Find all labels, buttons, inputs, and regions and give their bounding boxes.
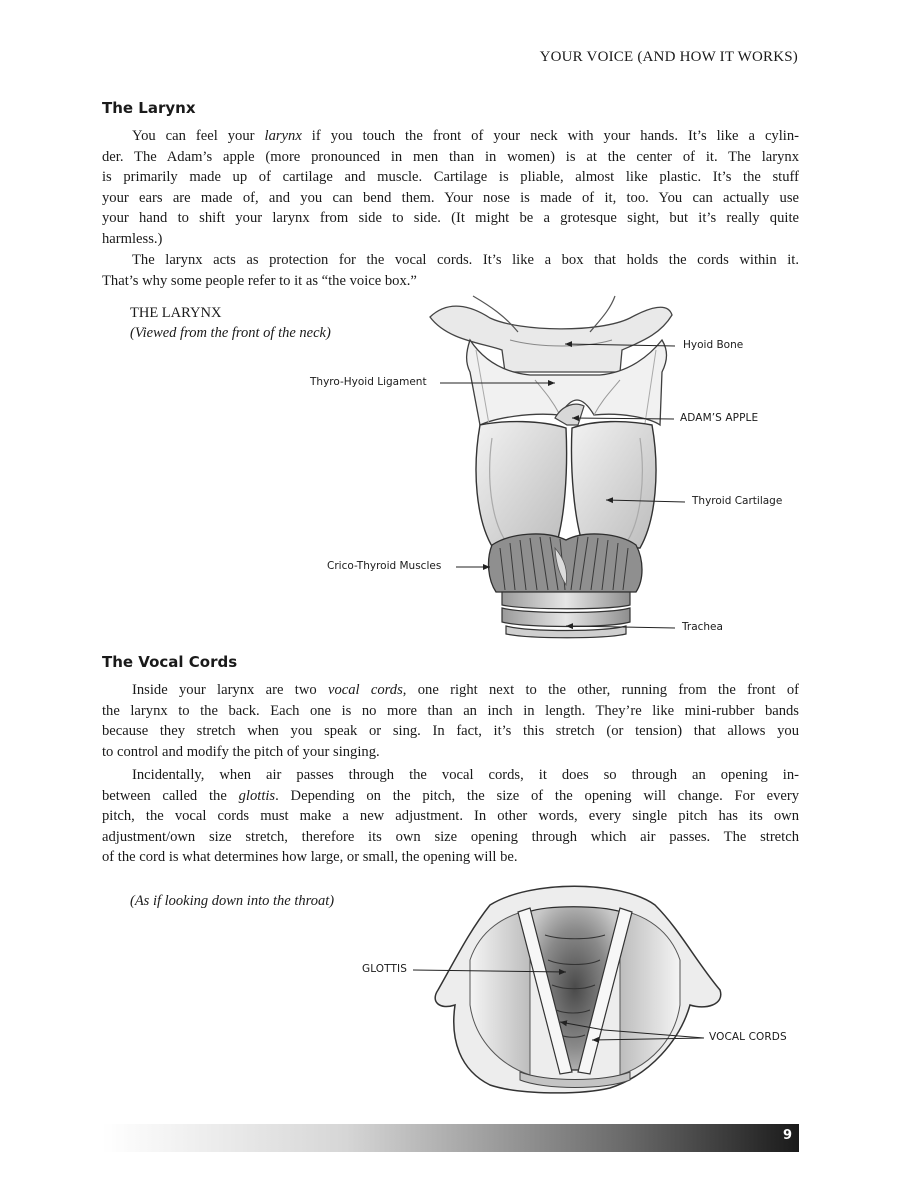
text-line: Incidentally, when air passes through the vocal cords, it does so through an opening in-: [132, 767, 799, 783]
label-hyoid-bone: Hyoid Bone: [683, 339, 744, 351]
label-crico-thyroid-muscles: Crico-Thyroid Muscles: [327, 560, 442, 572]
label-adams-apple: ADAM’S APPLE: [680, 412, 759, 424]
text-run: . Depending on the pitch, the size of the opening will change. For every: [275, 787, 800, 804]
section-heading-larynx: The Larynx: [102, 99, 196, 117]
text-line: to control and modify the pitch of your singing.: [102, 743, 380, 760]
text-run: You can feel your: [132, 128, 265, 144]
text-line: adjustment/own size stretch, therefore its own size opening through which air passes. The stretch: [102, 828, 799, 845]
text-line: is primarily made up of cartilage and muscle. Cartilage is pliable, almost like plastic. It’s the stuff: [102, 169, 799, 186]
figure-larynx-title: THE LARYNX: [130, 305, 222, 321]
text-line: harmless.): [102, 230, 163, 247]
figure-larynx-subtitle-text: (Viewed from the front of the neck): [130, 325, 331, 341]
text-line: der. The Adam’s apple (more pronounced in men than in women) is at the center of it. The larynx: [102, 148, 799, 165]
figure-throat-caption-text: (As if looking down into the throat): [130, 893, 335, 909]
text-line: The larynx acts as protection for the vocal cords. It’s like a box that holds the cords within it.: [132, 252, 799, 268]
text-line: That’s why some people refer to it as “the voice box.”: [102, 272, 417, 289]
throat-opening-shape: [435, 886, 721, 1093]
text-line: of the cord is what determines how large, or small, the opening will be.: [102, 849, 518, 866]
text-run: between called the: [102, 787, 239, 804]
running-head: YOUR VOICE (AND HOW IT WORKS): [539, 49, 798, 65]
label-vocal-cords: VOCAL CORDS: [709, 1031, 787, 1043]
text-run: Inside your larynx are two: [132, 682, 328, 698]
emphasis-term: glottis: [238, 787, 276, 804]
label-thyroid-cartilage: Thyroid Cartilage: [692, 495, 783, 507]
label-glottis: GLOTTIS: [362, 963, 407, 975]
section-heading-vocal-cords: The Vocal Cords: [102, 653, 238, 671]
emphasis-term: larynx: [264, 128, 302, 144]
text-line: your ears are made of, and you can bend them. Your nose is made of it, too. You can actually use: [102, 189, 799, 206]
footer-bar: [102, 1124, 799, 1152]
label-trachea: Trachea: [682, 621, 723, 633]
text-line: pitch, the vocal cords must make a new adjustment. In other words, every single pitch has its own: [102, 808, 799, 825]
text-line: the larynx to the back. Each one is no more than an inch in length. They’re like mini-rubber bands: [102, 702, 799, 719]
page-number: 9: [782, 1128, 792, 1143]
emphasis-term: vocal cords: [327, 682, 403, 698]
text-line: because they stretch when you speak or sing. In fact, it’s this stretch (or tension) that allows you: [102, 723, 799, 740]
label-thyro-hyoid-ligament: Thyro-Hyoid Ligament: [310, 376, 427, 388]
text-run: , one right next to the other, running from the front of: [402, 682, 799, 698]
text-line: your hand to shift your larynx from side to side. (It might be a grotesque sight, but it’s really quite: [102, 210, 799, 227]
text-run: if you touch the front of your neck with your hands. It’s like a cylin-: [301, 128, 799, 144]
